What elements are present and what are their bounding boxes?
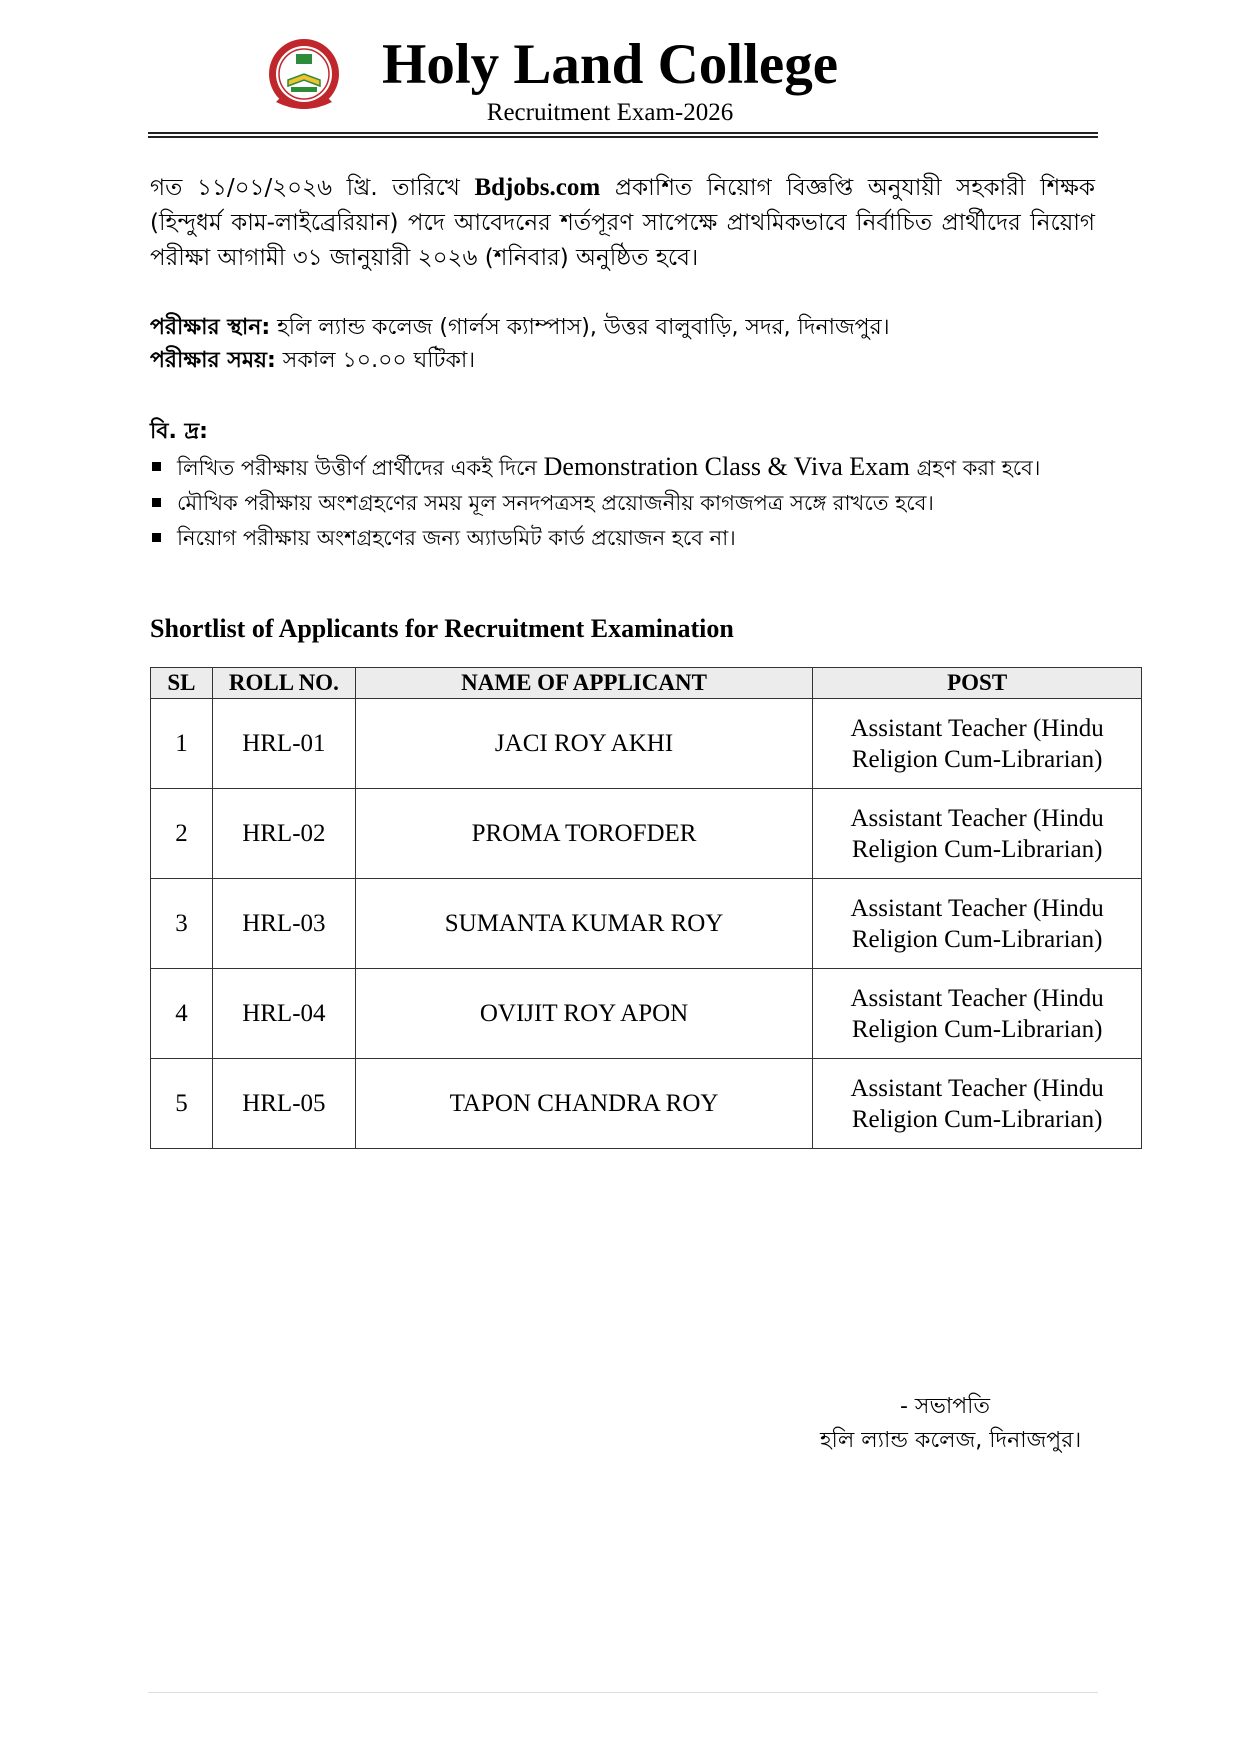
- cell-roll: HRL-02: [212, 789, 355, 879]
- header-divider-second: [148, 136, 1098, 138]
- cell-name: PROMA TOROFDER: [355, 789, 812, 879]
- cell-post: Assistant Teacher (Hindu Religion Cum-Librarian): [813, 969, 1142, 1059]
- cell-roll: HRL-05: [212, 1059, 355, 1149]
- table-row: [151, 969, 1142, 1059]
- note-text-english: Demonstration Class & Viva Exam: [543, 452, 910, 481]
- notes-heading: বি. দ্র:: [150, 419, 208, 444]
- venue-value: হলি ল্যান্ড কলেজ (গার্লস ক্যাম্পাস), উত্তর বালুবাড়ি, সদর, দিনাজপুর।: [270, 315, 890, 340]
- time-label: পরীক্ষার সময়:: [150, 348, 276, 373]
- college-crest-logo: [266, 36, 342, 116]
- header-post: POST: [813, 668, 1142, 699]
- signatory-designation: - সভাপতি: [900, 1394, 990, 1419]
- cell-post: Assistant Teacher (Hindu Religion Cum-Librarian): [813, 699, 1142, 789]
- venue-label: পরীক্ষার স্থান:: [150, 315, 271, 340]
- table-row: [151, 789, 1142, 879]
- cell-sl: 4: [151, 969, 213, 1059]
- table-row: [151, 1059, 1142, 1149]
- intro-paragraph: [150, 170, 1095, 276]
- square-bullet-icon: [152, 533, 161, 542]
- cell-post: Assistant Teacher (Hindu Religion Cum-Librarian): [813, 879, 1142, 969]
- note-text: নিয়োগ পরীক্ষায় অংশগ্রহণের জন্য অ্যাডমিট কার্ড প্রয়োজন হবে না।: [177, 526, 736, 550]
- cell-roll: HRL-01: [212, 699, 355, 789]
- intro-text-end: প্রকাশিত নিয়োগ বিজ্ঞপ্তি অনুযায়ী সহকারী শিক্ষক (হিন্দুধর্ম কাম-লাইব্রেরিয়ান) পদে আবেদনের শর্তপূরণ সাপেক্ষে প্রাথমিকভাবে নির্বাচিত প্রার্থীদের নিয়োগ পরীক্ষা আগামী ৩১ জানুয়ারী ২০২৬ (শনিবার) অনুষ্ঠিত হবে।: [150, 175, 1095, 271]
- square-bullet-icon: [152, 498, 161, 507]
- cell-name: SUMANTA KUMAR ROY: [355, 879, 812, 969]
- cell-roll: HRL-04: [212, 969, 355, 1059]
- intro-text-start: গত ১১/০১/২০২৬ খ্রি. তারিখে: [150, 175, 475, 201]
- cell-name: JACI ROY AKHI: [355, 699, 812, 789]
- table-row: [151, 879, 1142, 969]
- header-sl: SL: [151, 668, 213, 699]
- signatory-institution: হলি ল্যান্ড কলেজ, দিনাজপুর।: [820, 1428, 1082, 1453]
- exam-title: Recruitment Exam-2026: [486, 99, 734, 126]
- cell-sl: 3: [151, 879, 213, 969]
- note-item: [150, 450, 1100, 485]
- table-row: [151, 699, 1142, 789]
- note-text: গ্রহণ করা হবে।: [909, 456, 1041, 480]
- note-item: [150, 521, 1100, 555]
- note-item: [150, 486, 1100, 520]
- source-site: Bdjobs.com: [474, 174, 601, 201]
- time-value: সকাল ১০.০০ ঘটিকা।: [275, 348, 476, 373]
- table-title: Shortlist of Applicants for Recruitment Examination: [150, 614, 734, 643]
- header-name: NAME OF APPLICANT: [355, 668, 812, 699]
- header-divider: [148, 132, 1098, 134]
- cell-name: OVIJIT ROY APON: [355, 969, 812, 1059]
- cell-post: Assistant Teacher (Hindu Religion Cum-Librarian): [813, 1059, 1142, 1149]
- notes-list: [150, 450, 1100, 556]
- table-header-row: [151, 668, 1142, 699]
- cell-sl: 5: [151, 1059, 213, 1149]
- cell-name: TAPON CHANDRA ROY: [355, 1059, 812, 1149]
- cell-sl: 1: [151, 699, 213, 789]
- exam-venue: [150, 313, 890, 343]
- cell-roll: HRL-03: [212, 879, 355, 969]
- college-name: Holy Land College: [381, 33, 839, 96]
- cell-post: Assistant Teacher (Hindu Religion Cum-Librarian): [813, 789, 1142, 879]
- note-text: লিখিত পরীক্ষায় উত্তীর্ণ প্রার্থীদের একই দিনে: [177, 456, 544, 480]
- applicants-table: [150, 667, 1142, 1149]
- exam-time: [150, 346, 475, 376]
- square-bullet-icon: [152, 462, 161, 471]
- header-roll: ROLL NO.: [212, 668, 355, 699]
- note-text: মৌখিক পরীক্ষায় অংশগ্রহণের সময় মূল সনদপত্রসহ প্রয়োজনীয় কাগজপত্র সঙ্গে রাখতে হবে।: [177, 491, 934, 515]
- cell-sl: 2: [151, 789, 213, 879]
- footer-divider: [148, 1692, 1098, 1693]
